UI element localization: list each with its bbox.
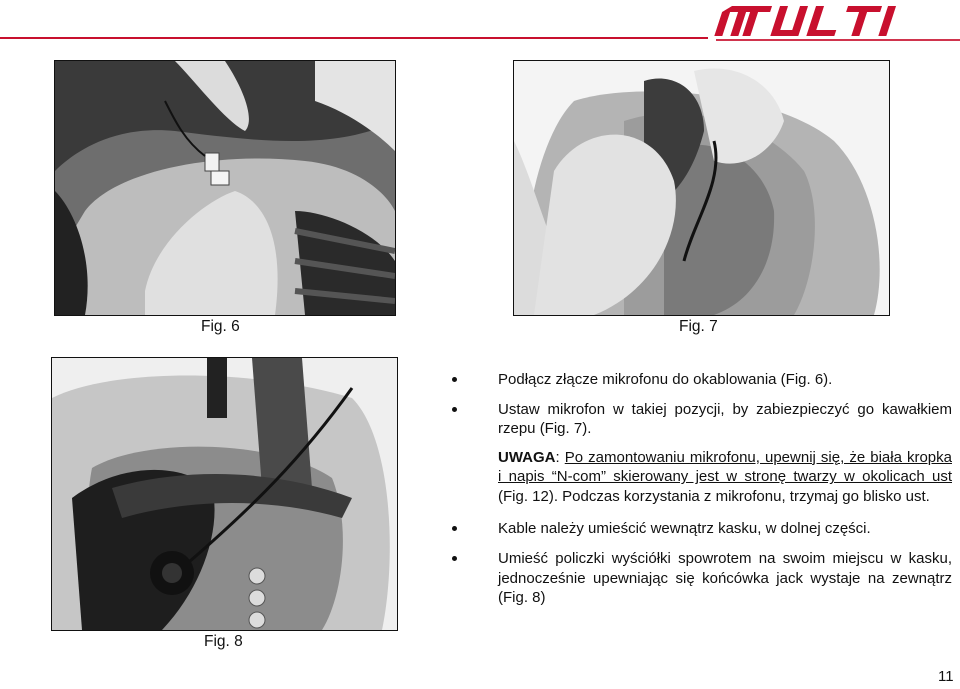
multi-logo: [708, 0, 960, 44]
fig6-photo: [54, 60, 396, 316]
instruction-text: Ustaw mikrofon w takiej pozycji, by zabiezpieczyć go kawałkiem rzepu (Fig. 7).: [498, 400, 952, 438]
note-paragraph: [452, 448, 952, 507]
list-item: [452, 519, 952, 539]
bullet-icon: [452, 407, 457, 412]
note-label-colon: :: [555, 448, 560, 466]
list-item: [452, 370, 952, 390]
list-item: [452, 400, 952, 439]
list-item: [452, 549, 952, 608]
note-underlined-text: Po zamontowaniu mikrofonu, upewnij się, że biała kropka i napis “N-com” skierowany jest w stronę twarzy w okolicach ust: [498, 448, 952, 486]
fig8-photo: [51, 357, 398, 631]
fig7-caption: Fig. 7: [679, 318, 718, 335]
fig7-photo: [513, 60, 890, 316]
fig8-caption: Fig. 8: [204, 633, 243, 650]
bullet-icon: [452, 377, 457, 382]
bullet-icon: [452, 556, 457, 561]
instruction-text: Podłącz złącze mikrofonu do okablowania (Fig. 6).: [498, 371, 833, 388]
note-rest-text: (Fig. 12). Podczas korzystania z mikrofonu, trzymaj go blisko ust.: [498, 487, 930, 505]
page-number: 11: [938, 668, 954, 685]
instruction-text: Umieść policzki wyściółki spowrotem na swoim miejscu w kasku, jednocześnie upewniając się końcówka jack wystaje na zewnątrz (Fig. 8): [498, 550, 952, 607]
instruction-list: [452, 370, 952, 615]
note-label: UWAGA: [498, 448, 556, 466]
bullet-icon: [452, 526, 457, 531]
fig6-caption: Fig. 6: [201, 318, 240, 335]
instruction-text: Kable należy umieścić wewnątrz kasku, w dolnej części.: [498, 519, 871, 537]
header-rule: [0, 37, 720, 39]
